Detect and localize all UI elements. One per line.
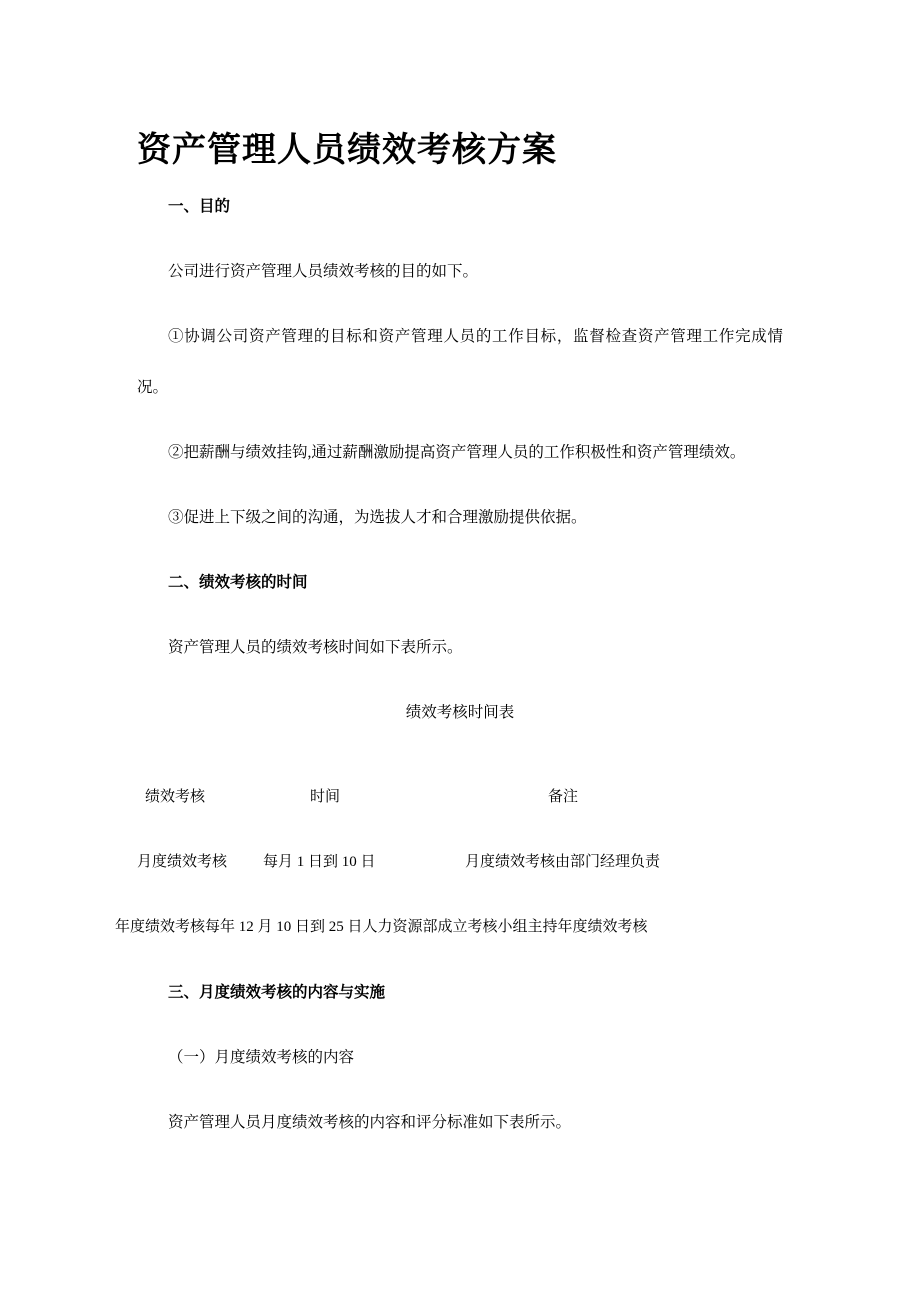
section-1-item-2: ②把薪酬与绩效挂钩,通过薪酬激励提高资产管理人员的工作积极性和资产管理绩效。 (168, 444, 746, 461)
section-3-heading: 三、月度绩效考核的内容与实施 (168, 984, 386, 1001)
section-3-subheading: （一）月度绩效考核的内容 (168, 1049, 355, 1066)
table-row (115, 837, 783, 888)
table-header-assessment: 绩效考核 (145, 789, 206, 805)
table-row (115, 902, 783, 953)
table-cell-monthly-remark: 月度绩效考核由部门经理负责 (465, 854, 661, 870)
table-caption: 绩效考核时间表 (405, 704, 515, 721)
section-1-item-3: ③促进上下级之间的沟通，为选拔人才和合理激励提供依据。 (168, 509, 587, 526)
section-2-intro: 资产管理人员的绩效考核时间如下表所示。 (168, 639, 463, 656)
table-cell-annual-assessment: 年度绩效考核每年 12 月 10 日到 25 日人力资源部成立考核小组主持年度绩效考核 (115, 919, 648, 935)
assessment-time-table (115, 772, 783, 953)
document-title: 资产管理人员绩效考核方案 (137, 130, 557, 170)
section-2-heading: 二、绩效考核的时间 (168, 574, 308, 591)
section-1-heading: 一、目的 (168, 198, 231, 215)
section-1-item-1: ①协调公司资产管理的目标和资产管理人员的工作目标，监督检查资产管理工作完成情况。 (137, 328, 783, 396)
table-header-time: 时间 (310, 789, 341, 805)
section-3-intro: 资产管理人员月度绩效考核的内容和评分标准如下表所示。 (168, 1114, 572, 1131)
table-cell-monthly-time: 每月 1 日到 10 日 (263, 854, 376, 870)
table-header-remark: 备注 (548, 789, 579, 805)
table-header-row (115, 772, 783, 823)
section-1-intro: 公司进行资产管理人员绩效考核的目的如下。 (168, 263, 479, 280)
table-cell-monthly-assessment: 月度绩效考核 (137, 854, 228, 870)
